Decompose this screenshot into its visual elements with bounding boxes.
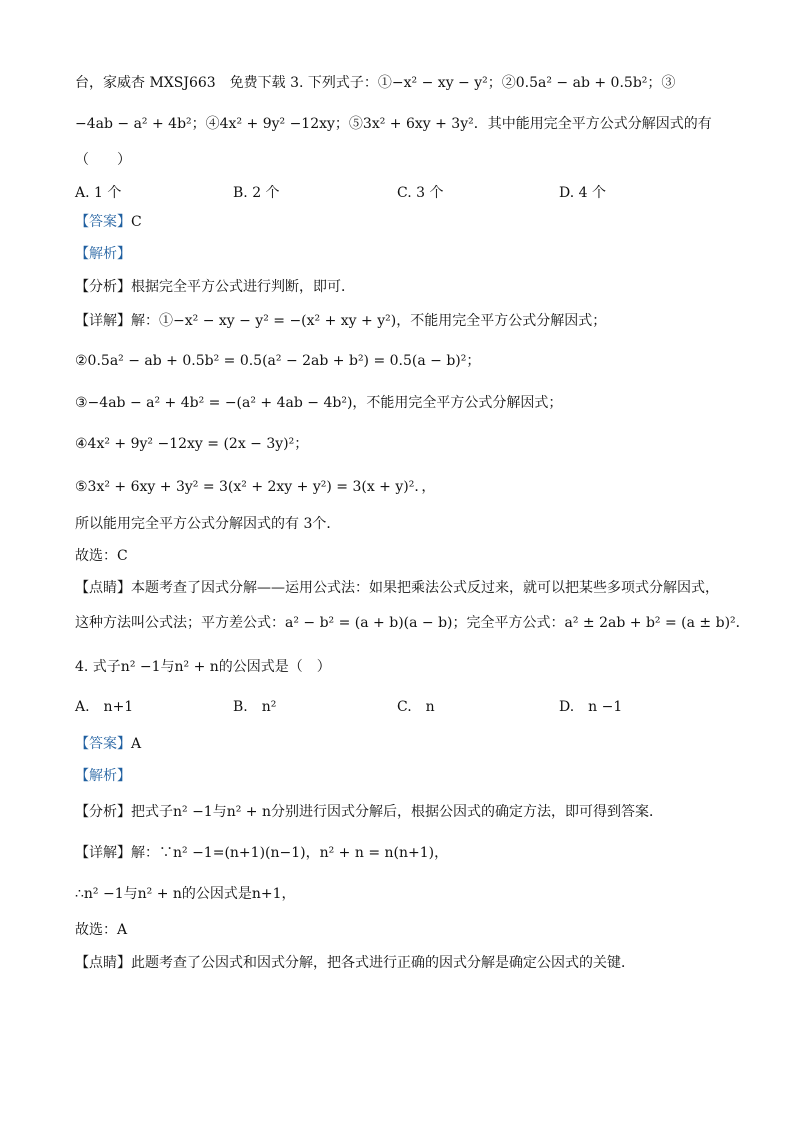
q3-option-d: D. 4 个 (559, 185, 606, 201)
answer-tag: 【答案】 (75, 736, 131, 752)
detail-text: 解：∵n² −1=(n+1)(n−1)，n² + n = n(n+1)， (131, 845, 449, 861)
q3-detail-1 (75, 311, 606, 331)
q4-detail-2: ∴n² −1与n² + n的公因式是n+1， (75, 886, 296, 902)
q3-option-c: C. 3 个 (397, 185, 444, 201)
comment-tag: 【点睛】 (75, 580, 131, 596)
detail-tag: 【详解】 (75, 845, 131, 861)
q4-answer (75, 734, 141, 754)
fenxi-text: 根据完全平方公式进行判断，即可． (131, 279, 355, 295)
q3-answer-parentheses: （ ） (75, 152, 131, 168)
q3-stem-line-2: −4ab − a² + 4b²；④4x² + 9y² −12xy；⑤3x² + 6xy + 3y²．其中能用完全平方公式分解因式的有 (75, 116, 712, 132)
q3-conclusion: 所以能用完全平方公式分解因式的有 3个． (75, 516, 341, 532)
q3-detail-2: ②0.5a² − ab + 0.5b² = 0.5(a² − 2ab + b²) = 0.5(a − b)²； (75, 353, 481, 369)
fenxi-tag: 【分析】 (75, 279, 131, 295)
q4-option-d: D. n −1 (559, 699, 623, 715)
detail-text: 解：①−x² − xy − y² = −(x² + xy + y²)，不能用完全平方公式分解因式； (131, 313, 607, 329)
q3-comment-2: 这种方法叫公式法；平方差公式：a² − b² = (a + b)(a − b)；完全平方公式：a² ± 2ab + b² = (a ± b)²． (75, 615, 750, 631)
q3-detail-3: ③−4ab − a² + 4b² = −(a² + 4ab − 4b²)，不能用完全平方公式分解因式； (75, 395, 563, 411)
answer-value: A (131, 736, 142, 752)
q3-detail-5: ⑤3x² + 6xy + 3y² = 3(x² + 2xy + y²) = 3(x + y)²．， (75, 479, 436, 495)
comment-text: 此题考查了公因式和因式分解，把各式进行正确的因式分解是确定公因式的关键． (131, 955, 635, 971)
q3-detail-4: ④4x² + 9y² −12xy = (2x − 3y)²； (75, 436, 309, 452)
comment-tag: 【点睛】 (75, 955, 131, 971)
analysis-tag: 【解析】 (75, 246, 131, 262)
q4-stem: 4. 式子n² −1与n² + n的公因式是（ ） (75, 659, 331, 675)
q3-stem-line-1: 台，家威杏 MXSJ663 免费下载 3. 下列式子：①−x² − xy − y²；②0.5a² − ab + 0.5b²；③ (75, 75, 676, 91)
comment-text: 本题考查了因式分解——运用公式法：如果把乘法公式反过来，就可以把某些多项式分解因式， (131, 580, 719, 596)
q3-option-b: B. 2 个 (233, 185, 280, 201)
q4-detail-1 (75, 843, 448, 863)
q3-comment-1 (75, 578, 719, 598)
q4-option-a: A. n+1 (75, 699, 134, 715)
q3-analysis-heading (75, 244, 131, 264)
q3-option-a: A. 1 个 (75, 185, 122, 201)
fenxi-tag: 【分析】 (75, 804, 131, 820)
answer-value: C (131, 214, 142, 230)
q4-fenxi (75, 802, 663, 822)
q3-answer (75, 212, 142, 232)
detail-tag: 【详解】 (75, 313, 131, 329)
q4-choose: 故选：A (75, 922, 128, 938)
analysis-tag: 【解析】 (75, 768, 131, 784)
q4-comment (75, 953, 635, 973)
fenxi-text: 把式子n² −1与n² + n分别进行因式分解后，根据公因式的确定方法，即可得到答案． (131, 804, 663, 820)
q4-analysis-heading (75, 766, 131, 786)
q4-option-c: C. n (397, 699, 435, 715)
q4-option-b: B. n² (233, 699, 277, 715)
q3-fenxi (75, 277, 355, 297)
q3-choose: 故选：C (75, 548, 128, 564)
answer-tag: 【答案】 (75, 214, 131, 230)
